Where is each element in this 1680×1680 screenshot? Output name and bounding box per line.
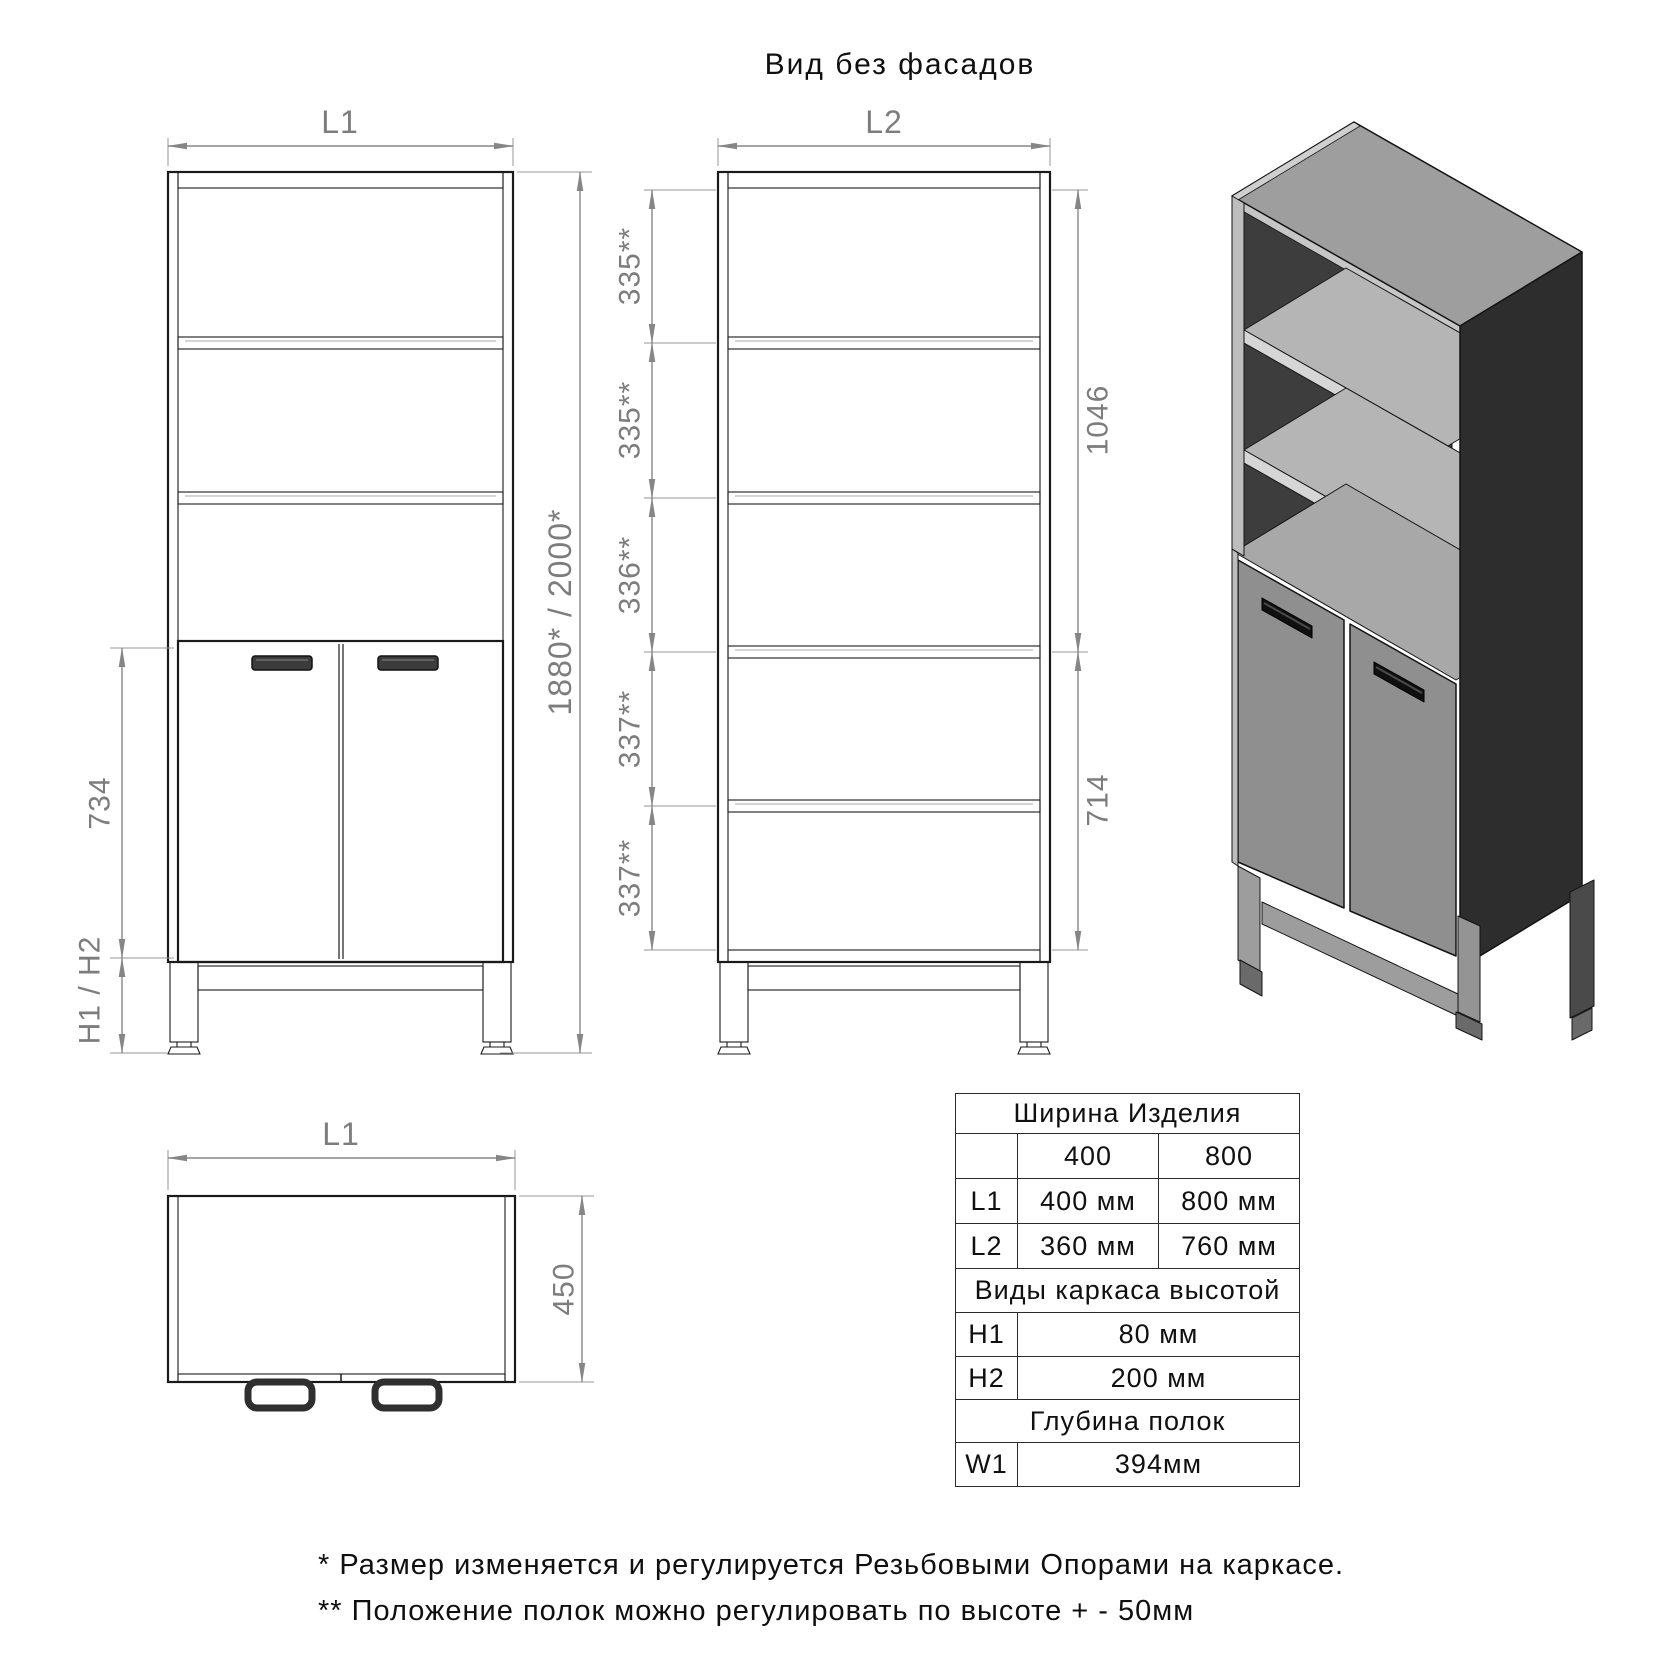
- spec-table: [955, 1093, 1300, 1487]
- front-doors: [178, 641, 503, 962]
- front-view-dimensions: [74, 104, 593, 1053]
- table-depth-header: Глубина полок: [956, 1400, 1300, 1443]
- table-h2-value: 200 мм: [1018, 1357, 1300, 1400]
- dim-lower-height: 714: [1081, 773, 1115, 827]
- dim-shelf-gap-4: 337**: [613, 689, 647, 769]
- footnote-double-asterisk: ** Положение полок можно регулировать по высоте + - 50мм: [318, 1595, 1195, 1627]
- iso-view: [1232, 122, 1594, 1040]
- page-title: Вид без фасадов: [764, 48, 1036, 81]
- table-h2-label: H2: [956, 1357, 1018, 1400]
- dim-l2: L2: [865, 104, 903, 140]
- carcass-legs: [718, 962, 1050, 1054]
- door-handle: [252, 656, 312, 670]
- table-l1-v800: 800 мм: [1159, 1179, 1300, 1224]
- table-l2-v400: 360 мм: [1018, 1224, 1159, 1269]
- dim-l1-front: L1: [321, 104, 359, 140]
- table-h1-label: H1: [956, 1313, 1018, 1357]
- carcass-shelves: [728, 337, 1040, 812]
- table-l2-label: L2: [956, 1224, 1018, 1269]
- carcass-view: [614, 104, 1115, 1054]
- dim-shelf-gap-1: 335**: [613, 226, 647, 306]
- dim-door-height: 734: [83, 776, 117, 830]
- top-view-dimensions: [168, 1116, 594, 1382]
- table-width-header: Ширина Изделия: [956, 1094, 1300, 1134]
- dim-overall-height: 1880* / 2000*: [542, 508, 578, 716]
- top-view-handles: [248, 1382, 439, 1408]
- dim-l1-top: L1: [322, 1116, 360, 1152]
- dim-shelf-gap-5: 337**: [613, 838, 647, 918]
- door-handle: [378, 656, 438, 670]
- footnotes: [318, 1542, 1344, 1634]
- carcass-dimensions: [614, 104, 1115, 950]
- dim-shelf-gap-2: 335**: [613, 380, 647, 460]
- front-legs: [168, 962, 513, 1054]
- table-l1-label: L1: [956, 1179, 1018, 1224]
- table-width-400: 400: [1018, 1134, 1159, 1179]
- table-w1-value: 394мм: [1018, 1443, 1300, 1487]
- footnote-asterisk: * Размер изменяется и регулируется Резьбовыми Опорами на каркасе.: [318, 1549, 1345, 1581]
- dim-upper-height: 1046: [1081, 384, 1115, 456]
- table-frame-header: Виды каркаса высотой: [956, 1269, 1300, 1313]
- front-view: [74, 104, 593, 1054]
- dim-shelf-gap-3: 336**: [613, 535, 647, 615]
- table-l1-v400: 400 мм: [1018, 1179, 1159, 1224]
- top-view: [168, 1116, 594, 1408]
- table-h1-value: 80 мм: [1018, 1313, 1300, 1357]
- table-width-800: 800: [1159, 1134, 1300, 1179]
- dim-depth: 450: [547, 1262, 581, 1316]
- dim-leg-height: H1 / H2: [73, 935, 107, 1045]
- table-empty-cell: [956, 1134, 1018, 1179]
- table-w1-label: W1: [956, 1443, 1018, 1487]
- table-l2-v800: 760 мм: [1159, 1224, 1300, 1269]
